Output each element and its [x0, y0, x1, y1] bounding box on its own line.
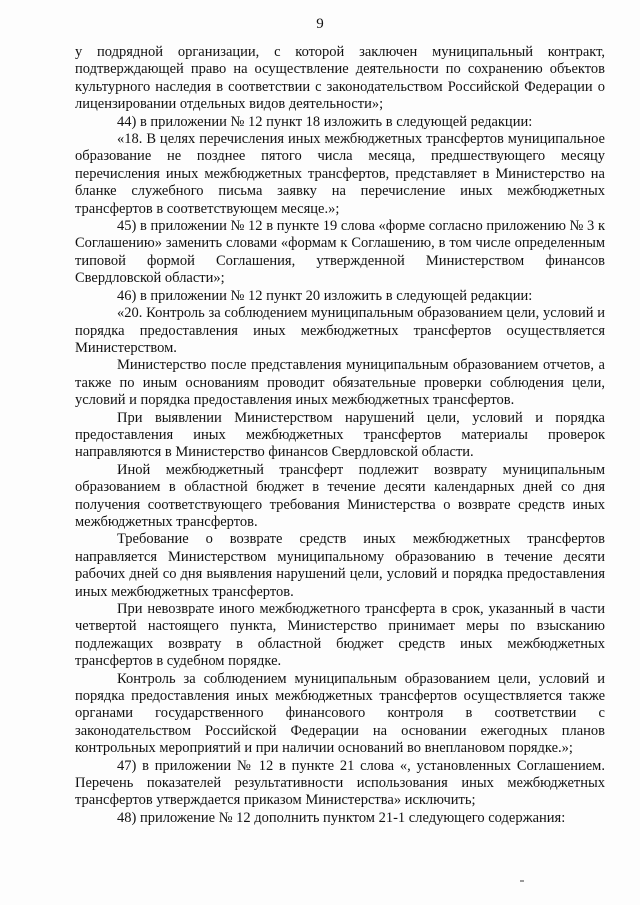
paragraph-1: у подрядной организации, с которой заключен муниципальный контракт, подтверждающей право на осуществление деятельности по сохранению объектов культурного наследия в соответствии с законодательством Российской Федерации о лицензировании отдельных видов деятельности»;	[75, 44, 605, 113]
paragraph-item-44: 44) в приложении № 12 пункт 18 изложить в следующей редакции:	[117, 113, 533, 130]
scan-mark	[520, 880, 524, 882]
paragraph-return: Иной межбюджетный трансферт подлежит возврату муниципальным образованием в областной бюджет в течение десяти календарных дней со дня получения соответствующего требования Министерства о возврате средств иных межбюджетных трансфертов.	[75, 461, 605, 530]
paragraph-violations: При выявлении Министерством нарушений цели, условий и порядка предоставления иных межбюджетных трансфертов материалы проверок направляются в Министерство финансов Свердловской области.	[75, 409, 605, 461]
paragraph-state-control: Контроль за соблюдением муниципальным образованием цели, условий и порядка предоставления иных межбюджетных трансфертов осуществляется также органами государственного финансового контроля в соответствии с законодательством Российской Федерации на основании ежегодных планов контрольных мероприятий и при наличии оснований во внеплановом порядке.»;	[75, 670, 605, 757]
paragraph-item-47: 47) в приложении № 12 в пункте 21 слова «, установленных Соглашением. Перечень показателей результативности использования иных межбюджетных трансфертов утверждается приказом Министерства» исключить;	[75, 757, 605, 809]
paragraph-non-return: При невозврате иного межбюджетного трансферта в срок, указанный в части четвертой настоящего пункта, Министерство принимает меры по взысканию подлежащих возврату в областной бюджет средств иных межбюджетных трансфертов в судебном порядке.	[75, 601, 605, 670]
paragraph-item-46: 46) в приложении № 12 пункт 20 изложить в следующей редакции:	[117, 287, 533, 304]
paragraph-clause-20: «20. Контроль за соблюдением муниципальным образованием цели, условий и порядка предоставления иных межбюджетных трансфертов осуществляется Министерством.	[75, 305, 605, 356]
page-number: 9	[316, 16, 324, 32]
paragraph-clause-18: «18. В целях перечисления иных межбюджетных трансфертов муниципальное образование не позднее пятого числа месяца, предшествующего месяцу перечисления иных межбюджетных трансфертов, представляет в Министерство на бланке служебного письма заявку на перечисление иных межбюджетных трансфертов в соответствующем месяце.»;	[75, 131, 605, 217]
paragraph-item-48: 48) приложение № 12 дополнить пунктом 21-1 следующего содержания:	[117, 809, 566, 826]
paragraph-item-45: 45) в приложении № 12 в пункте 19 слова «форме согласно приложению № 3 к Соглашению» заменить словами «формам к Соглашению, в том числе определенным типовой формой Соглашения, утвержденной Министерством финансов Свердловской области»;	[75, 218, 605, 287]
paragraph-return-demand: Требование о возврате средств иных межбюджетных трансфертов направляется Министерством муниципальному образованию в течение десяти рабочих дней со дня выявления нарушений цели, условий и порядка предоставления иных межбюджетных трансфертов.	[75, 531, 605, 600]
document-body	[75, 44, 605, 827]
paragraph-inspections: Министерство после представления муниципальным образованием отчетов, а также по иным основаниям проводит обязательные проверки соблюдения цели, условий и порядка предоставления иных межбюджетных трансфертов.	[75, 357, 605, 409]
